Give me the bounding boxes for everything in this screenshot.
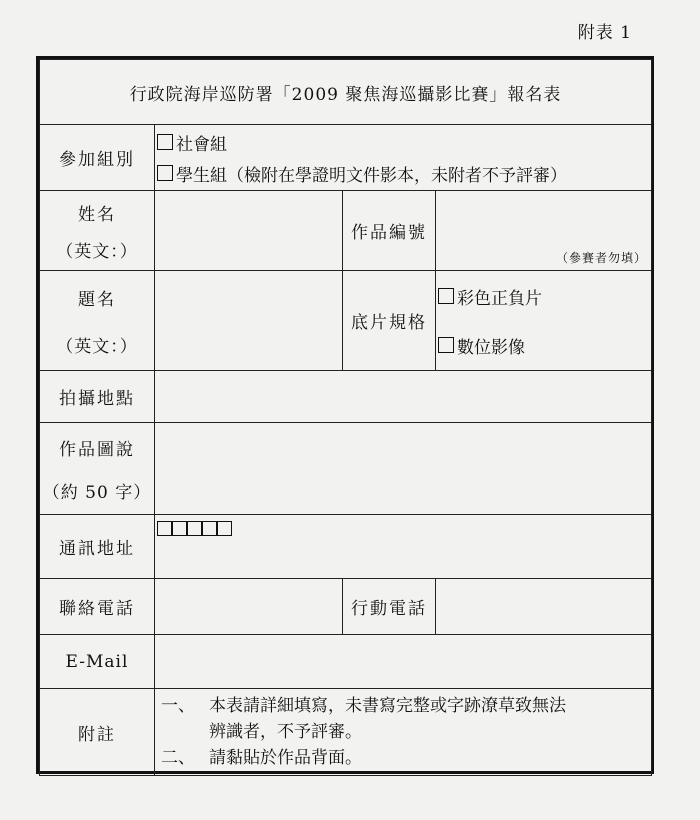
work-title-label-cell — [40, 271, 155, 371]
work-number-note: （參賽者勿填） — [556, 251, 648, 265]
film-option-digital-label: 數位影像 — [457, 337, 525, 358]
work-number-label: 作品編號 — [343, 191, 436, 271]
film-spec-label: 底片規格 — [343, 271, 436, 371]
note-text: 請黏貼於作品背面。 — [209, 748, 362, 768]
film-option-digital[interactable] — [436, 330, 651, 361]
note-text: 本表請詳細填寫，未書寫完整或字跡潦草致無法 — [209, 696, 566, 716]
description-label: 作品圖說 — [59, 439, 135, 460]
phone-field[interactable] — [155, 579, 343, 635]
category-option-student-label: 學生組（檢附在學證明文件影本，未附者不予評審） — [176, 165, 567, 186]
registration-form — [36, 56, 654, 774]
form-table — [39, 59, 652, 776]
attachment-label: 附表 1 — [577, 23, 632, 43]
note-text-continued: 辨識者，不予評審。 — [209, 722, 362, 742]
note-number: 一、 — [161, 696, 195, 716]
mobile-field[interactable] — [436, 579, 652, 635]
notes-label: 附註 — [40, 689, 155, 776]
category-option-student[interactable] — [155, 158, 651, 189]
work-title-field[interactable] — [155, 271, 343, 371]
postal-code-box[interactable] — [172, 521, 187, 536]
category-option-social-label: 社會組 — [176, 134, 227, 155]
name-label-cell — [40, 191, 155, 271]
work-title-english-label: （英文：） — [56, 336, 138, 357]
postal-code-box[interactable] — [157, 521, 172, 536]
film-option-color[interactable] — [436, 281, 651, 312]
note-number: 二、 — [161, 748, 195, 768]
postal-code-box[interactable] — [217, 521, 232, 536]
category-options — [155, 125, 652, 191]
name-label: 姓名 — [78, 204, 116, 225]
mobile-label: 行動電話 — [343, 579, 436, 635]
postal-code-boxes — [157, 521, 232, 536]
email-field[interactable] — [155, 635, 652, 689]
film-spec-options — [436, 271, 652, 371]
postal-code-box[interactable] — [202, 521, 217, 536]
address-field[interactable] — [155, 515, 652, 579]
work-title-label: 題名 — [78, 289, 116, 310]
note-item — [161, 745, 645, 771]
location-label: 拍攝地點 — [40, 371, 155, 423]
email-label: E-Mail — [40, 635, 155, 689]
location-field[interactable] — [155, 371, 652, 423]
name-field[interactable] — [155, 191, 343, 271]
film-option-color-label: 彩色正負片 — [457, 288, 542, 309]
description-length-note: （約 50 字） — [42, 482, 152, 503]
address-label: 通訊地址 — [40, 515, 155, 579]
work-number-field — [436, 191, 652, 271]
checkbox-digital[interactable] — [438, 337, 454, 353]
description-label-cell — [40, 423, 155, 515]
phone-label: 聯絡電話 — [40, 579, 155, 635]
category-label: 參加組別 — [40, 125, 155, 191]
description-field[interactable] — [155, 423, 652, 515]
checkbox-social[interactable] — [157, 134, 173, 150]
form-title: 行政院海岸巡防署「2009 聚焦海巡攝影比賽」報名表 — [40, 60, 652, 125]
checkbox-color-film[interactable] — [438, 288, 454, 304]
category-option-social[interactable] — [155, 127, 651, 158]
postal-code-box[interactable] — [187, 521, 202, 536]
notes-content — [155, 689, 652, 776]
note-item — [161, 693, 645, 719]
name-english-label: （英文：） — [56, 241, 138, 262]
checkbox-student[interactable] — [157, 165, 173, 181]
